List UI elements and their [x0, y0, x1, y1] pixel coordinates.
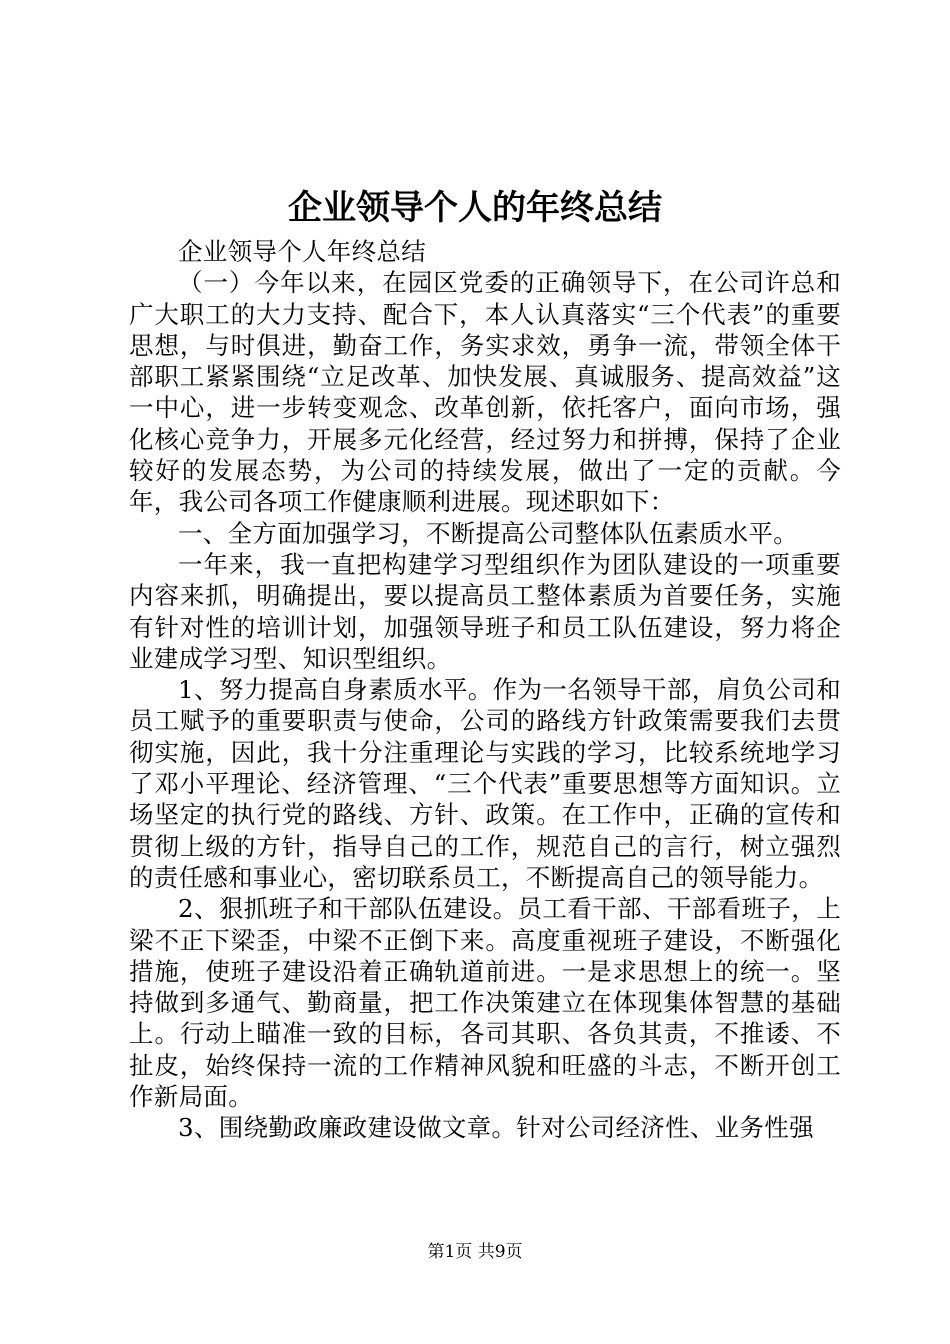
paragraph-subtitle: 企业领导个人年终总结: [178, 237, 426, 266]
page-number: 第1页 共9页: [427, 1242, 523, 1262]
paragraph-section-heading: 一、全方面加强学习，不断提高公司整体队伍素质水平。: [178, 518, 798, 548]
paragraph-item-3: 3、围绕勤政廉政建设做文章。针对公司经济性、业务性强: [178, 1113, 814, 1143]
paragraph-item-1: 1、努力提高自身素质水平。作为一名领导干部，肩负公司和员工赋予的重要职责与使命，公司的路线方针政策需要我们去贯彻实施，因此，我十分注重理论与实践的学习，比较系统地学习了邓小平理论、经济管理、“三个代表”重要思想等方面知识。立场坚定的执行党的路线、方针、政策。在工作中，正确的宣传和贯彻上级的方针，指导自己的工作，规范自己的言行，树立强烈的责任感和事业心，密切联系员工，不断提高自己的领导能力。: [129, 675, 841, 892]
paragraph-item-2: 2、狠抓班子和干部队伍建设。员工看干部、干部看班子，上梁不正下梁歪，中梁不正倒下来。高度重视班子建设，不断强化措施，使班子建设沿着正确轨道前进。一是求思想上的统一。坚持做到多通气、勤商量，把工作决策建立在体现集体智慧的基础上。行动上瞄准一致的目标，各司其职、各负其责，不推诿、不扯皮，始终保持一流的工作精神风貌和旺盛的斗志，不断开创工作新局面。: [129, 894, 841, 1112]
document-title: 企业领导个人的年终总结: [288, 188, 662, 228]
document-body: [129, 236, 841, 1144]
paragraph-learning: 一年来，我一直把构建学习型组织作为团队建设的一项重要内容来抓，明确提出，要以提高员工整体素质为首要任务，实施有针对性的培训计划，加强领导班子和员工队伍建设，努力将企业建成学习型、知识型组织。: [129, 549, 841, 673]
paragraph-intro: （一）今年以来，在园区党委的正确领导下，在公司许总和广大职工的大力支持、配合下，本人认真落实“三个代表”的重要思想，与时俱进，勤奋工作，务实求效，勇争一流，带领全体干部职工紧紧围绕“立足改革、加快发展、真诚服务、提高效益”这一中心，进一步转变观念、改革创新，依托客户，面向市场，强化核心竞争力，开展多元化经营，经过努力和拼搏，保持了企业较好的发展态势，为公司的持续发展，做出了一定的贡献。今年，我公司各项工作健康顺利进展。现述职如下：: [129, 268, 841, 517]
page-footer: [0, 1240, 950, 1264]
